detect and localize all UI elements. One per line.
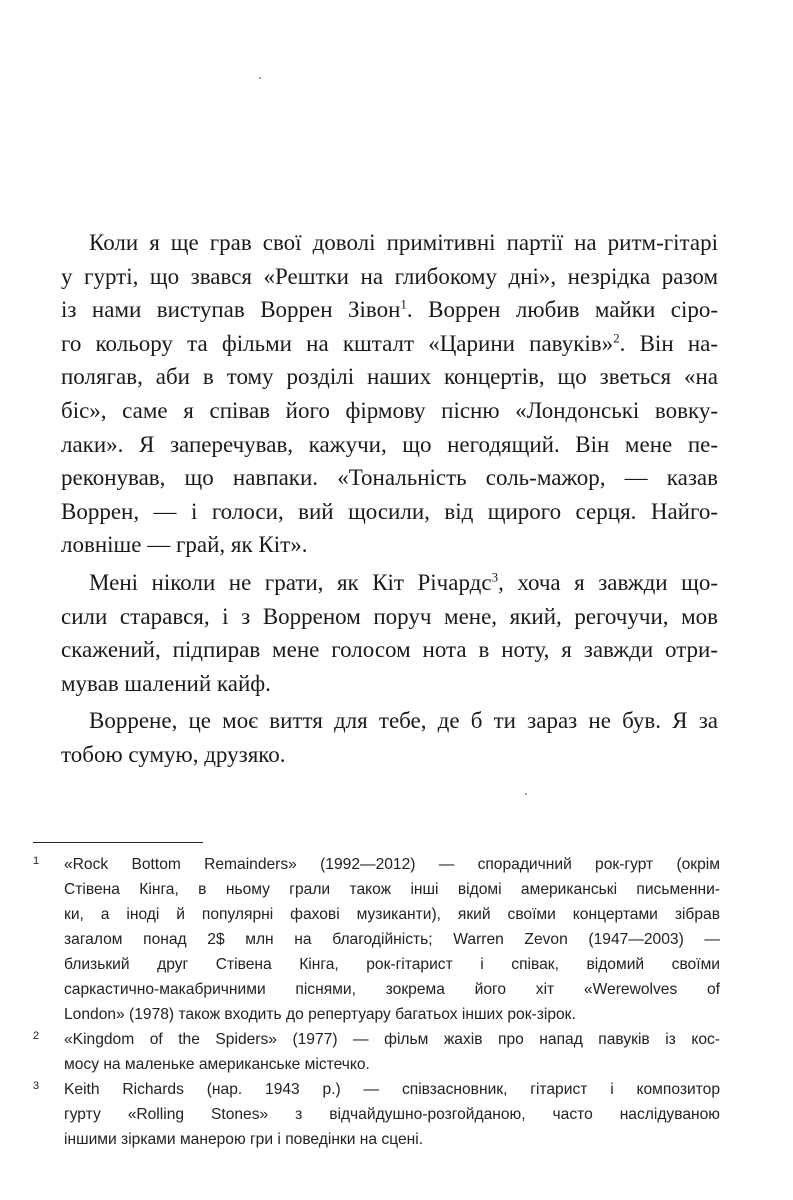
text-line: скажений, підпирав мене голосом нота в ноту, я завжди отри- bbox=[61, 637, 718, 663]
paragraph-1 bbox=[61, 226, 718, 562]
paragraph-3 bbox=[61, 704, 718, 771]
text-line: у гурті, що звався «Рештки на глибокому дні», незрідка разом bbox=[61, 263, 718, 289]
text-segment: Мені ніколи не грати, як Кіт Річардс bbox=[89, 569, 492, 595]
text-line: Коли я ще грав свої доволі примітивні партії на ритм-гітарі bbox=[89, 230, 718, 255]
footnotes bbox=[33, 852, 720, 1152]
footnote-line: Keith Richards (нар. 1943 р.) — співзасновник, гітарист і композитор bbox=[64, 1081, 720, 1098]
text-segment: . Воррен любив майки сіро- bbox=[406, 297, 718, 323]
paragraph-2 bbox=[61, 566, 718, 700]
text-segment: . Він на- bbox=[619, 330, 719, 356]
footnote-3 bbox=[33, 1077, 720, 1152]
footnote-2 bbox=[33, 1027, 720, 1077]
footnote-line: загалом понад 2$ млн на благодійність; Warren Zevon (1947—2003) — bbox=[64, 931, 720, 948]
text-line: ловніше — грай, як Кіт». bbox=[61, 532, 308, 558]
footnote-number: 1 bbox=[33, 855, 40, 867]
text-segment: , хоча я завжди що- bbox=[498, 569, 718, 595]
text-line: тобою сумую, друзяко. bbox=[61, 741, 286, 767]
footnote-ref-1[interactable]: 1 bbox=[400, 296, 407, 312]
footnote-ref-2[interactable]: 2 bbox=[613, 330, 620, 346]
main-text bbox=[61, 226, 718, 776]
footnote-ref-3[interactable]: 3 bbox=[491, 569, 499, 585]
text-line: Воррен, — і голоси, вий щосили, від щирого серця. Найго- bbox=[61, 498, 718, 524]
text-line: мував шалений кайф. bbox=[61, 670, 271, 696]
footnote-line: саркастично-макабричними піснями, зокрема його хіт «Werewolves of bbox=[64, 981, 720, 998]
footnote-line: іншими зірками манерою гри і поведінки на сцені. bbox=[64, 1131, 424, 1148]
footnote-line: London» (1978) також входить до репертуару багатьох інших рок-зірок. bbox=[64, 1006, 576, 1023]
footnote-line: близький друг Стівена Кінга, рок-гітарист і співак, відомий своїми bbox=[64, 956, 720, 973]
text-line: реконував, що навпаки. «Тональність соль-мажор, — казав bbox=[61, 465, 718, 491]
footnote-line: мосу на маленьке американське містечко. bbox=[64, 1056, 370, 1073]
paper-speck bbox=[259, 77, 261, 79]
text-line: Воррене, це моє виття для тебе, де б ти зараз не був. Я за bbox=[89, 708, 718, 734]
text-line bbox=[61, 566, 718, 600]
text-line bbox=[61, 293, 718, 327]
text-line: біс», саме я співав його фірмову пісню «Лондонські вовку- bbox=[61, 397, 718, 423]
footnote-line: Стівена Кінга, в ньому грали також інші відомі американські письменни- bbox=[64, 881, 720, 898]
text-segment: го кольору та фільми на кшталт «Царини павуків» bbox=[61, 330, 614, 356]
text-line bbox=[61, 327, 718, 361]
footnote-line: «Kingdom of the Spiders» (1977) — фільм жахів про напад павуків із кос- bbox=[64, 1031, 720, 1048]
text-line: полягав, аби в тому розділі наших концертів, що зветься «на bbox=[61, 364, 718, 390]
text-segment: із нами виступав Воррен Зівон bbox=[61, 297, 401, 323]
footnote-line: гурту «Rolling Stones» з відчайдушно-розгойданою, часто наслідуваною bbox=[64, 1106, 720, 1123]
footnote-number: 3 bbox=[33, 1080, 40, 1092]
text-line: сили старався, і з Ворреном поруч мене, який, регочучи, мов bbox=[61, 603, 718, 629]
footnote-line: ки, а іноді й популярні фахові музиканти), який своїми концертами зібрав bbox=[64, 906, 720, 923]
footnote-line: «Rock Bottom Remainders» (1992—2012) — спорадичний рок-гурт (окрім bbox=[64, 856, 720, 873]
footnote-1 bbox=[33, 852, 720, 1027]
text-line: лаки». Я заперечував, кажучи, що негодящий. Він мене пе- bbox=[61, 431, 718, 457]
footnote-divider bbox=[33, 842, 203, 843]
footnote-number: 2 bbox=[33, 1030, 40, 1042]
paper-speck bbox=[525, 793, 527, 795]
